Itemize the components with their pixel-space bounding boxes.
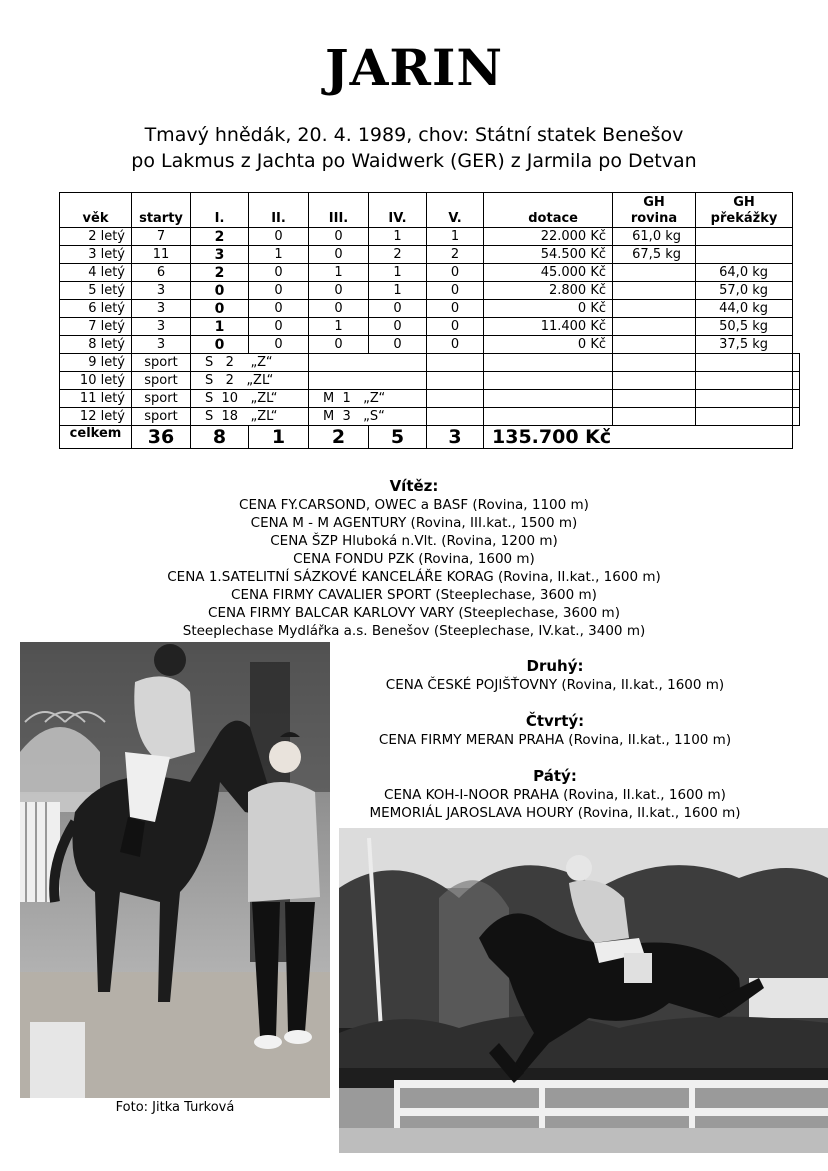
race-item: MEMORIÁL JAROSLAVA HOURY (Rovina, II.kat., 1600 m) xyxy=(369,805,741,821)
total-fifth: 3 xyxy=(427,426,484,449)
prize-money-cell: 22.000 Kč xyxy=(484,228,613,246)
prize-money-cell: 0 Kč xyxy=(484,336,613,354)
race-stats-table xyxy=(59,192,800,449)
table-row xyxy=(60,372,800,390)
third-places-cell: 0 xyxy=(309,336,369,354)
fourth-places-cell: 1 xyxy=(369,264,427,282)
header-cell: III. xyxy=(309,193,369,228)
sport-s-cell: S 2 „ZL“ xyxy=(191,372,309,390)
second-section xyxy=(340,657,770,694)
fourth-places-cell: 0 xyxy=(369,300,427,318)
third-places-cell: 1 xyxy=(309,264,369,282)
starts-cell: 3 xyxy=(132,282,191,300)
race-item: CENA FIRMY BALCAR KARLOVY VARY (Steeplechase, 3600 m) xyxy=(208,605,620,621)
starts-cell: 6 xyxy=(132,264,191,282)
header-cell: V. xyxy=(427,193,484,228)
empty-cell xyxy=(427,372,484,390)
age-cell: 10 letý xyxy=(60,372,132,390)
empty-cell xyxy=(613,408,696,426)
race-item: CENA FY.CARSOND, OWEC a BASF (Rovina, 1100 m) xyxy=(239,497,589,513)
age-cell: 5 letý xyxy=(60,282,132,300)
empty-cell xyxy=(696,354,793,372)
header-cell: II. xyxy=(249,193,309,228)
table-row xyxy=(60,390,800,408)
starts-cell: sport xyxy=(132,408,191,426)
fifth-places-cell: 0 xyxy=(427,336,484,354)
gh-flat-cell xyxy=(613,264,696,282)
age-cell: 7 letý xyxy=(60,318,132,336)
table-row xyxy=(60,228,800,246)
first-places-cell: 3 xyxy=(191,246,249,264)
empty-cell xyxy=(696,390,793,408)
gh-hurdle-cell xyxy=(696,246,793,264)
total-label: celkem xyxy=(60,426,132,449)
prize-money-cell: 2.800 Kč xyxy=(484,282,613,300)
empty-cell xyxy=(427,408,484,426)
gh-flat-cell xyxy=(613,282,696,300)
sport-s-cell: S 2 „Z“ xyxy=(191,354,309,372)
first-places-cell: 0 xyxy=(191,300,249,318)
starts-cell: 3 xyxy=(132,336,191,354)
fourth-section xyxy=(340,712,770,749)
total-third: 2 xyxy=(309,426,369,449)
starts-cell: sport xyxy=(132,390,191,408)
header-cell: GH rovina xyxy=(613,193,696,228)
race-item: Steeplechase Mydlářka a.s. Benešov (Steeplechase, IV.kat., 3400 m) xyxy=(182,623,646,639)
second-heading: Druhý: xyxy=(526,657,584,675)
subtitle-line-1: Tmavý hnědák, 20. 4. 1989, chov: Státní statek Benešov xyxy=(144,124,684,146)
sport-m-cell xyxy=(309,354,427,372)
header-cell: dotace xyxy=(484,193,613,228)
table-row xyxy=(60,264,800,282)
total-row xyxy=(60,426,800,449)
total-prize-money: 135.700 Kč xyxy=(484,426,793,449)
table-row xyxy=(60,354,800,372)
starts-cell: 11 xyxy=(132,246,191,264)
second-places-cell: 1 xyxy=(249,246,309,264)
fifth-heading: Pátý: xyxy=(533,767,577,785)
race-item: CENA KOH-I-NOOR PRAHA (Rovina, II.kat., 1600 m) xyxy=(384,787,726,803)
fourth-places-cell: 0 xyxy=(369,318,427,336)
first-places-cell: 2 xyxy=(191,264,249,282)
starts-cell: 7 xyxy=(132,228,191,246)
first-places-cell: 2 xyxy=(191,228,249,246)
starts-cell: sport xyxy=(132,372,191,390)
prize-money-cell: 45.000 Kč xyxy=(484,264,613,282)
header-cell: starty xyxy=(132,193,191,228)
first-places-cell: 0 xyxy=(191,282,249,300)
third-places-cell: 0 xyxy=(309,246,369,264)
gh-hurdle-cell xyxy=(696,228,793,246)
starts-cell: sport xyxy=(132,354,191,372)
empty-cell xyxy=(427,390,484,408)
table-row xyxy=(60,246,800,264)
gh-hurdle-cell: 44,0 kg xyxy=(696,300,793,318)
race-item: CENA FIRMY CAVALIER SPORT (Steeplechase, 3600 m) xyxy=(231,587,597,603)
age-cell: 8 letý xyxy=(60,336,132,354)
winner-heading: Vítěz: xyxy=(389,477,439,495)
horse-photo-right xyxy=(339,828,828,1153)
prize-money-cell: 0 Kč xyxy=(484,300,613,318)
header-cell: GH překážky xyxy=(696,193,793,228)
race-item: CENA ČESKÉ POJIŠŤOVNY (Rovina, II.kat., 1600 m) xyxy=(385,677,725,693)
fifth-places-cell: 1 xyxy=(427,228,484,246)
age-cell: 3 letý xyxy=(60,246,132,264)
second-places-cell: 0 xyxy=(249,228,309,246)
empty-cell xyxy=(484,390,613,408)
total-fourth: 5 xyxy=(369,426,427,449)
fifth-places-cell: 0 xyxy=(427,264,484,282)
header-cell: I. xyxy=(191,193,249,228)
sport-m-cell: M 3 „S“ xyxy=(309,408,427,426)
table-row xyxy=(60,300,800,318)
subtitle-line-2: po Lakmus z Jachta po Waidwerk (GER) z Jarmila po Detvan xyxy=(131,150,697,172)
race-item: CENA FIRMY MERAN PRAHA (Rovina, II.kat., 1100 m) xyxy=(378,732,732,748)
empty-cell xyxy=(793,408,800,426)
starts-cell: 3 xyxy=(132,300,191,318)
gh-hurdle-cell: 64,0 kg xyxy=(696,264,793,282)
starts-cell: 3 xyxy=(132,318,191,336)
table-header-row xyxy=(60,193,800,228)
third-places-cell: 0 xyxy=(309,228,369,246)
fourth-places-cell: 2 xyxy=(369,246,427,264)
empty-cell xyxy=(613,372,696,390)
sport-m-cell xyxy=(309,372,427,390)
total-second: 1 xyxy=(249,426,309,449)
age-cell: 11 letý xyxy=(60,390,132,408)
age-cell: 2 letý xyxy=(60,228,132,246)
empty-cell xyxy=(696,408,793,426)
race-item: CENA ŠZP Hluboká n.Vlt. (Rovina, 1200 m) xyxy=(270,533,558,549)
fifth-places-cell: 0 xyxy=(427,282,484,300)
gh-hurdle-cell: 50,5 kg xyxy=(696,318,793,336)
table-row xyxy=(60,318,800,336)
gh-flat-cell xyxy=(613,318,696,336)
total-starts: 36 xyxy=(132,426,191,449)
empty-cell xyxy=(484,372,613,390)
gh-flat-cell xyxy=(613,300,696,318)
second-places-cell: 0 xyxy=(249,282,309,300)
winner-section xyxy=(0,477,828,640)
empty-cell xyxy=(613,390,696,408)
table-row xyxy=(60,408,800,426)
prize-money-cell: 54.500 Kč xyxy=(484,246,613,264)
empty-cell xyxy=(793,372,800,390)
race-item: CENA M - M AGENTURY (Rovina, III.kat., 1500 m) xyxy=(250,515,578,531)
gh-flat-cell: 61,0 kg xyxy=(613,228,696,246)
photo-caption: Foto: Jitka Turková xyxy=(115,1100,235,1115)
sport-s-cell: S 10 „ZL“ xyxy=(191,390,309,408)
empty-cell xyxy=(696,372,793,390)
age-cell: 4 letý xyxy=(60,264,132,282)
header-cell: IV. xyxy=(369,193,427,228)
first-places-cell: 1 xyxy=(191,318,249,336)
empty-cell xyxy=(427,354,484,372)
sport-s-cell: S 18 „ZL“ xyxy=(191,408,309,426)
race-item: CENA 1.SATELITNÍ SÁZKOVÉ KANCELÁŘE KORAG (Rovina, II.kat., 1600 m) xyxy=(167,569,661,585)
fourth-places-cell: 0 xyxy=(369,336,427,354)
fifth-places-cell: 2 xyxy=(427,246,484,264)
age-cell: 12 letý xyxy=(60,408,132,426)
table-row xyxy=(60,282,800,300)
age-cell: 9 letý xyxy=(60,354,132,372)
gh-hurdle-cell: 37,5 kg xyxy=(696,336,793,354)
fifth-places-cell: 0 xyxy=(427,318,484,336)
first-places-cell: 0 xyxy=(191,336,249,354)
gh-flat-cell xyxy=(613,336,696,354)
fourth-heading: Čtvrtý: xyxy=(525,712,585,730)
empty-cell xyxy=(613,354,696,372)
third-places-cell: 1 xyxy=(309,318,369,336)
second-places-cell: 0 xyxy=(249,336,309,354)
header-cell: věk xyxy=(60,193,132,228)
race-item: CENA FONDU PZK (Rovina, 1600 m) xyxy=(293,551,535,567)
empty-cell xyxy=(793,354,800,372)
page-title: JARIN xyxy=(324,38,504,97)
sport-m-cell: M 1 „Z“ xyxy=(309,390,427,408)
table-row xyxy=(60,336,800,354)
prize-money-cell: 11.400 Kč xyxy=(484,318,613,336)
gh-hurdle-cell: 57,0 kg xyxy=(696,282,793,300)
empty-cell xyxy=(484,408,613,426)
third-places-cell: 0 xyxy=(309,282,369,300)
fourth-places-cell: 1 xyxy=(369,228,427,246)
empty-cell xyxy=(484,354,613,372)
fifth-places-cell: 0 xyxy=(427,300,484,318)
fifth-section xyxy=(340,767,770,822)
second-places-cell: 0 xyxy=(249,264,309,282)
total-first: 8 xyxy=(191,426,249,449)
third-places-cell: 0 xyxy=(309,300,369,318)
fourth-places-cell: 1 xyxy=(369,282,427,300)
empty-cell xyxy=(793,390,800,408)
second-places-cell: 0 xyxy=(249,300,309,318)
gh-flat-cell: 67,5 kg xyxy=(613,246,696,264)
second-places-cell: 0 xyxy=(249,318,309,336)
horse-photo-left xyxy=(20,642,330,1098)
age-cell: 6 letý xyxy=(60,300,132,318)
